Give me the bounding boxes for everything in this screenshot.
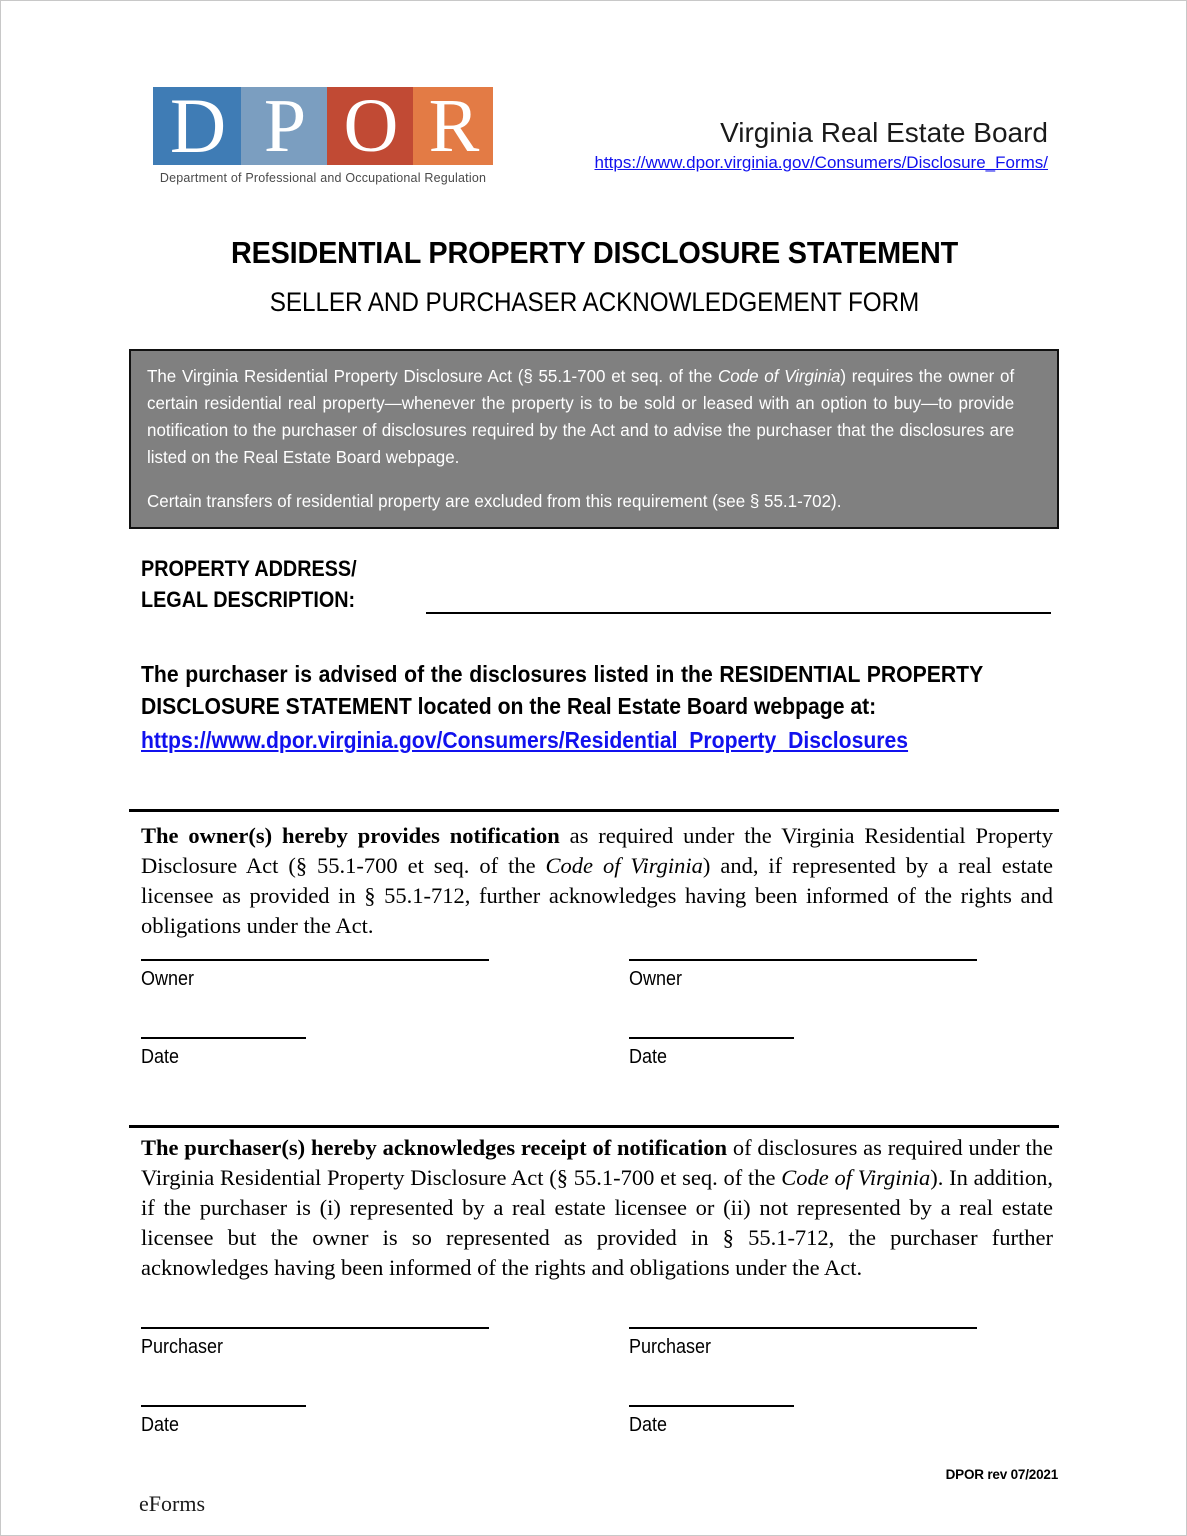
logo-square-d	[153, 87, 241, 165]
notice-p1-part2: ) requires the owner of certain residential real property—whenever the property is to be sold or leased with an option to buy—to provide notification to the purchaser of disclosures required by the Act and to advise the purchaser that the disclosures are listed on the Real Estate Board webpage.	[147, 366, 1015, 467]
logo-letter-d: D	[169, 87, 225, 165]
purchaser-acknowledgement-paragraph	[141, 1133, 1053, 1283]
purchaser-section-divider	[129, 1125, 1059, 1128]
logo-letter-o: O	[343, 87, 397, 165]
document-header	[1, 1, 1187, 211]
purchaser-italic-code: Code of Virginia	[781, 1165, 931, 1190]
property-address-label-line1: PROPERTY ADDRESS/	[141, 556, 357, 581]
purchaser-date-cell-left	[141, 1405, 306, 1437]
owner-date-label-1: Date	[141, 1046, 180, 1068]
purchaser-date-line-1[interactable]	[141, 1405, 306, 1407]
owner-signature-line-2[interactable]	[629, 959, 977, 961]
property-address-input-line[interactable]	[426, 612, 1051, 614]
property-address-block	[141, 553, 1061, 615]
notice-paragraph-2: Certain transfers of residential property are excluded from this requirement (see § 55.1-702).	[147, 491, 842, 511]
advisory-text-line1: The purchaser is advised of the disclosures listed in the RESIDENTIAL PROPERTY	[141, 661, 983, 687]
owner-signature-cell-left	[141, 959, 489, 991]
advisory-url-link[interactable]: https://www.dpor.virginia.gov/Consumers/Residential_Property_Disclosures	[141, 727, 909, 753]
purchaser-date-line-2[interactable]	[629, 1405, 794, 1407]
purchaser-bold-lead: The purchaser(s) hereby acknowledges receipt of notification	[141, 1135, 728, 1160]
logo-color-squares	[153, 87, 493, 165]
notice-p1-italic: Code of Virginia	[717, 366, 841, 386]
owner-signature-cell-right	[629, 959, 977, 991]
owner-section-divider	[129, 809, 1059, 812]
owner-date-line-2[interactable]	[629, 1037, 794, 1039]
owner-body-part1: as required under the Virginia Residential Property Disclosure Act (§ 55.1-700 et seq. of the	[141, 823, 1054, 878]
purchaser-date-label-2: Date	[629, 1414, 668, 1436]
purchaser-signature-row	[141, 1327, 1061, 1405]
purchaser-signature-line-2[interactable]	[629, 1327, 977, 1329]
purchaser-signature-block	[141, 1327, 1061, 1483]
property-address-label-line2: LEGAL DESCRIPTION:	[141, 587, 356, 612]
advisory-paragraph	[141, 658, 983, 756]
purchaser-date-label-1: Date	[141, 1414, 180, 1436]
purchaser-label-1: Purchaser	[141, 1336, 224, 1358]
dpor-logo	[153, 87, 493, 185]
board-url-link[interactable]: https://www.dpor.virginia.gov/Consumers/Disclosure_Forms/	[594, 153, 1048, 172]
owner-signature-block	[141, 959, 1061, 1115]
purchaser-signature-cell-right	[629, 1327, 977, 1359]
owner-label-1: Owner	[141, 968, 195, 990]
purchaser-signature-cell-left	[141, 1327, 489, 1359]
owner-date-label-2: Date	[629, 1046, 668, 1068]
purchaser-body-part2: ). In addition, if the purchaser is (i) represented by a real estate licensee or (ii) not represented by a real estate licensee but the owner is so represented as provided in § 55.1-712, the purchaser further acknowledges having been informed of the rights and obligations under the Act.	[141, 1165, 1053, 1280]
purchaser-label-2: Purchaser	[629, 1336, 712, 1358]
logo-square-o	[327, 87, 413, 165]
owner-date-row	[141, 1037, 1061, 1115]
owner-date-line-1[interactable]	[141, 1037, 306, 1039]
purchaser-date-cell-right	[629, 1405, 794, 1437]
advisory-text-line2: DISCLOSURE STATEMENT located on the Real Estate Board webpage at:	[141, 693, 877, 719]
purchaser-date-row	[141, 1405, 1061, 1483]
board-title: Virginia Real Estate Board	[720, 117, 1048, 148]
owner-signature-row	[141, 959, 1061, 1037]
revision-note: DPOR rev 07/2021	[945, 1467, 1058, 1482]
logo-letter-p: P	[263, 87, 305, 165]
document-title: RESIDENTIAL PROPERTY DISCLOSURE STATEMENT	[230, 235, 959, 270]
owner-date-cell-right	[629, 1037, 794, 1069]
owner-date-cell-left	[141, 1037, 306, 1069]
owner-label-2: Owner	[629, 968, 683, 990]
owner-body-part2: ) and, if represented by a real estate licensee as provided in § 55.1-712, further acknowledges having been informed of the rights and obligations under the Act.	[141, 853, 1053, 938]
logo-letter-r: R	[428, 87, 478, 165]
owner-signature-line-1[interactable]	[141, 959, 489, 961]
notice-paragraph-1	[147, 363, 1014, 471]
owner-bold-lead: The owner(s) hereby provides notification	[141, 823, 560, 848]
purchaser-signature-line-1[interactable]	[141, 1327, 489, 1329]
notice-box	[129, 349, 1059, 529]
owner-italic-code: Code of Virginia	[545, 853, 703, 878]
logo-tagline: Department of Professional and Occupational Regulation	[159, 171, 487, 185]
purchaser-body-part1: of disclosures as required under the Virginia Residential Property Disclosure Act (§ 55.1-700 et seq. of the	[141, 1135, 1053, 1190]
notice-p1-part1: The Virginia Residential Property Disclosure Act (§ 55.1-700 et seq. of the	[147, 366, 718, 386]
logo-square-p	[241, 87, 327, 165]
document-subtitle: SELLER AND PURCHASER ACKNOWLEDGEMENT FORM	[269, 287, 920, 317]
owner-notification-paragraph	[141, 821, 1053, 941]
eforms-watermark: eForms	[139, 1491, 205, 1516]
logo-square-r	[413, 87, 493, 165]
